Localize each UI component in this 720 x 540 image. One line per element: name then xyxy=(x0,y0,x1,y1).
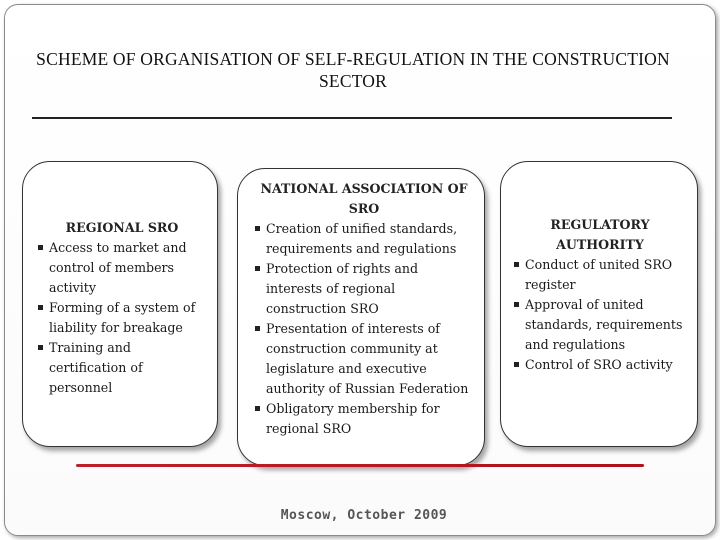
list-item: Control of SRO activity xyxy=(513,355,687,375)
regulatory-authority-box xyxy=(500,161,698,447)
national-association-heading: NATIONAL ASSOCIATION OF SRO xyxy=(260,181,468,216)
regional-sro-list xyxy=(37,238,207,398)
list-item: Training and certification of personnel xyxy=(37,338,207,398)
regulatory-authority-list xyxy=(513,255,687,375)
regional-sro-box xyxy=(22,161,218,447)
list-item: Access to market and control of members activity xyxy=(37,238,207,298)
list-item: Conduct of united SRO register xyxy=(513,255,687,295)
national-association-box xyxy=(237,168,485,466)
list-item: Forming of a system of liability for breakage xyxy=(37,298,207,338)
regulatory-authority-heading: REGULATORY AUTHORITY xyxy=(550,217,650,252)
slide-title: SCHEME OF ORGANISATION OF SELF-REGULATION IN THE CONSTRUCTION SECTOR xyxy=(36,49,670,91)
list-item: Protection of rights and interests of regional construction SRO xyxy=(254,259,474,319)
national-association-list xyxy=(254,219,474,439)
list-item: Creation of unified standards, requirements and regulations xyxy=(254,219,474,259)
list-item: Presentation of interests of construction community at legislature and executive authority of Russian Federation xyxy=(254,319,474,399)
regional-sro-heading: REGIONAL SRO xyxy=(65,220,179,235)
bottom-divider xyxy=(76,464,644,467)
footer-date: Moscow, October 2009 xyxy=(280,508,448,523)
title-divider xyxy=(32,117,672,119)
list-item: Approval of united standards, requirements and regulations xyxy=(513,295,687,355)
list-item: Obligatory membership for regional SRO xyxy=(254,399,474,439)
